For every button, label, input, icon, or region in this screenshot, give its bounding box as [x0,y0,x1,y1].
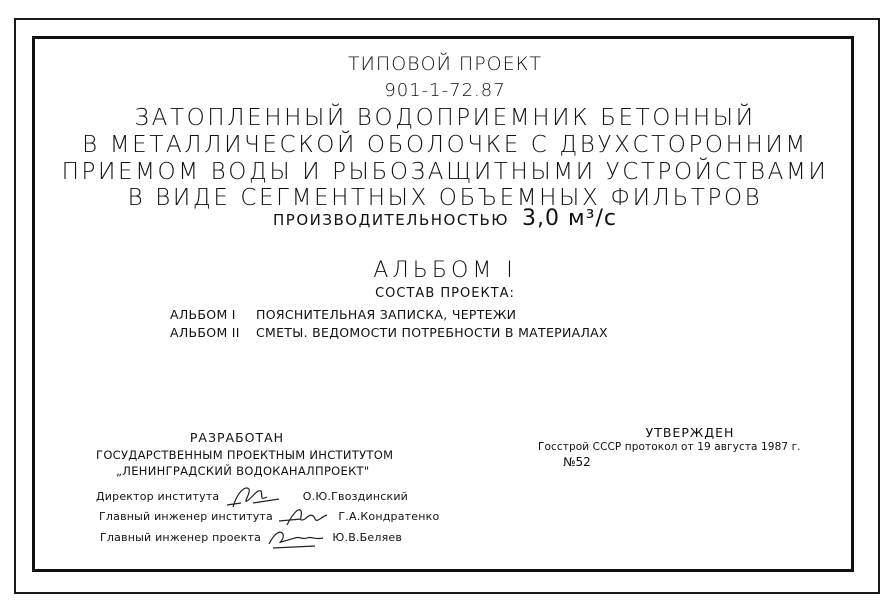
developer-heading: РАЗРАБОТАН [189,430,285,445]
signatory-role: Главный инженер института [99,510,273,523]
signatory-name: Г.А.Кондратенко [338,510,440,523]
album-title: АЛЬБОМ I [373,258,517,283]
project-code: 901-1-72.87 [384,80,506,101]
signatory-name: Ю.В.Беляев [332,531,403,544]
signatory-row [100,526,402,550]
title-line-1: ЗАТОПЛЕННЫЙ ВОДОПРИЕМНИК БЕТОННЫЙ [134,105,756,131]
album-item-code: АЛЬБОМ II [170,325,240,340]
title-line-3: ПРИЕМОМ ВОДЫ И РЫБОЗАЩИТНЫМИ УСТРОЙСТВАМИ [61,159,829,185]
capacity-label: ПРОИЗВОДИТЕЛЬНОСТЬЮ [273,211,509,229]
signatory-role: Директор института [96,490,220,503]
approval-protocol: Госстрой СССР протокол от 19 августа 1987 г. [538,441,801,453]
album-item-text: ПОЯСНИТЕЛЬНАЯ ЗАПИСКА, ЧЕРТЕЖИ [256,307,517,322]
title-line-4: В ВИДЕ СЕГМЕНТНЫХ ОБЪЕМНЫХ ФИЛЬТРОВ [127,185,763,211]
album-list-item [170,307,516,322]
composition-label: СОСТАВ ПРОЕКТА: [375,286,515,301]
album-item-code: АЛЬБОМ I [170,307,236,322]
signatory-name: О.Ю.Гвоздинский [302,490,409,503]
capacity-line [0,206,890,231]
project-type-label: ТИПОВОЙ ПРОЕКТ [347,53,543,75]
signature-chief-engineer-project [265,526,327,550]
album-item-text: СМЕТЫ. ВЕДОМОСТИ ПОТРЕБНОСТИ В МАТЕРИАЛАХ [256,325,608,340]
signatory-role: Главный инженер проекта [100,531,262,544]
title-line-2: В МЕТАЛЛИЧЕСКОЙ ОБОЛОЧКЕ С ДВУХСТОРОННИМ [82,132,808,158]
album-list-item [170,325,608,340]
approval-heading: УТВЕРЖДЕН [645,425,735,440]
developer-org-line-2: „ЛЕНИНГРАДСКИЙ ВОДОКАНАЛПРОЕКТ" [116,464,370,478]
developer-org-line-1: ГОСУДАРСТВЕННЫМ ПРОЕКТНЫМ ИНСТИТУТОМ [96,448,394,462]
approval-number: №52 [563,455,591,469]
capacity-value: 3,0 м³/с [522,206,617,231]
